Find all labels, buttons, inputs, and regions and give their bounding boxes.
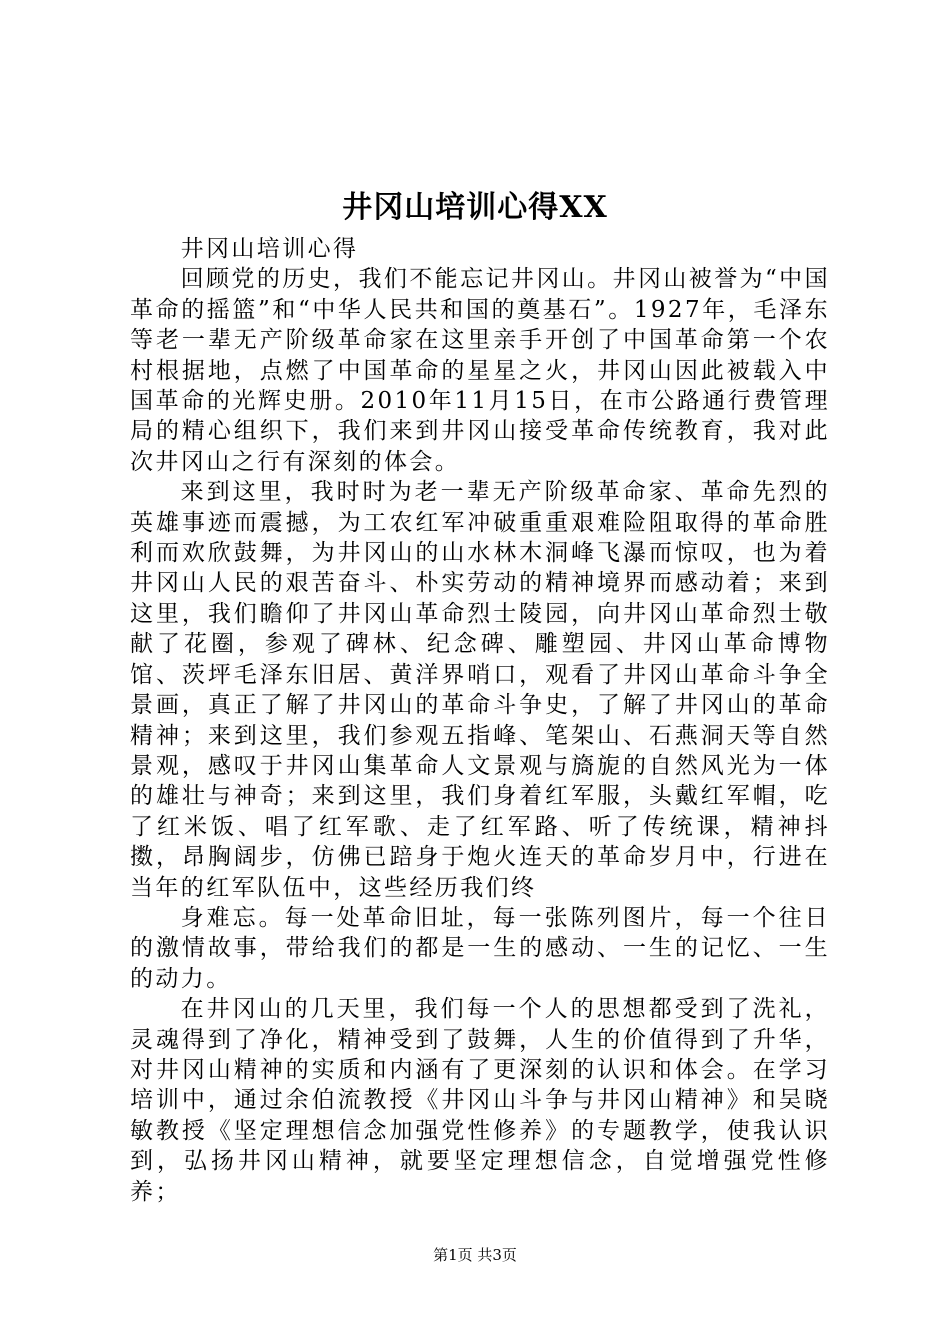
document-title: 井冈山培训心得XX <box>342 190 608 225</box>
body-paragraph: 来到这里，我时时为老一辈无产阶级革命家、革命先烈的英雄事迹而震撼，为工农红军冲破重重艰难险阻取得的革命胜利而欢欣鼓舞，为井冈山的山水林木洞峰飞瀑而惊叹，也为着井冈山人民的艰苦奋斗、朴实劳动的精神境界而感动着；来到这里，我们瞻仰了井冈山革命烈士陵园，向井冈山革命烈士敬献了花圈，参观了碑林、纪念碑、雕塑园、井冈山革命博物馆、茨坪毛泽东旧居、黄洋界哨口，观看了井冈山革命斗争全景画，真正了解了井冈山的革命斗争史，了解了井冈山的革命精神；来到这里，我们参观五指峰、笔架山、石燕洞天等自然景观，感叹于井冈山集革命人文景观与旖旎的自然风光为一体的雄壮与神奇；来到这里，我们身着红军服，头戴红军帽，吃了红米饭、唱了红军歌、走了红军路、听了传统课，精神抖擞，昂胸阔步，仿佛已踣身于炮火连天的革命岁月中，行进在当年的红军队伍中，这些经历我们终 <box>130 479 830 901</box>
subtitle-paragraph: 井冈山培训心得 <box>180 236 359 262</box>
body-paragraph: 身难忘。每一处革命旧址，每一张陈列图片，每一个往日的激情故事，带给我们的都是一生的感动、一生的记忆、一生的动力。 <box>130 904 830 992</box>
page-number: 第1页 共3页 <box>433 1246 517 1264</box>
document-body <box>130 234 830 1207</box>
body-paragraph: 回顾党的历史，我们不能忘记井冈山。井冈山被誉为“中国革命的摇篮”和“中华人民共和国的奠基石”。1927年，毛泽东等老一辈无产阶级革命家在这里亲手开创了中国革命第一个农村根据地，点燃了中国革命的星星之火，井冈山因此被载入中国革命的光辉史册。2010年11月15日，在市公路通行费管理局的精心组织下，我们来到井冈山接受革命传统教育，我对此次井冈山之行有深刻的体会。 <box>130 266 830 475</box>
body-paragraph: 在井冈山的几天里，我们每一个人的思想都受到了洗礼，灵魂得到了净化，精神受到了鼓舞，人生的价值得到了升华，对井冈山精神的实质和内涵有了更深刻的认识和体会。在学习培训中，通过余伯流教授《井冈山斗争与井冈山精神》和吴晓敏教授《坚定理想信念加强党性修养》的专题教学，使我认识到，弘扬井冈山精神，就要坚定理想信念，自觉增强党性修养； <box>130 996 830 1205</box>
